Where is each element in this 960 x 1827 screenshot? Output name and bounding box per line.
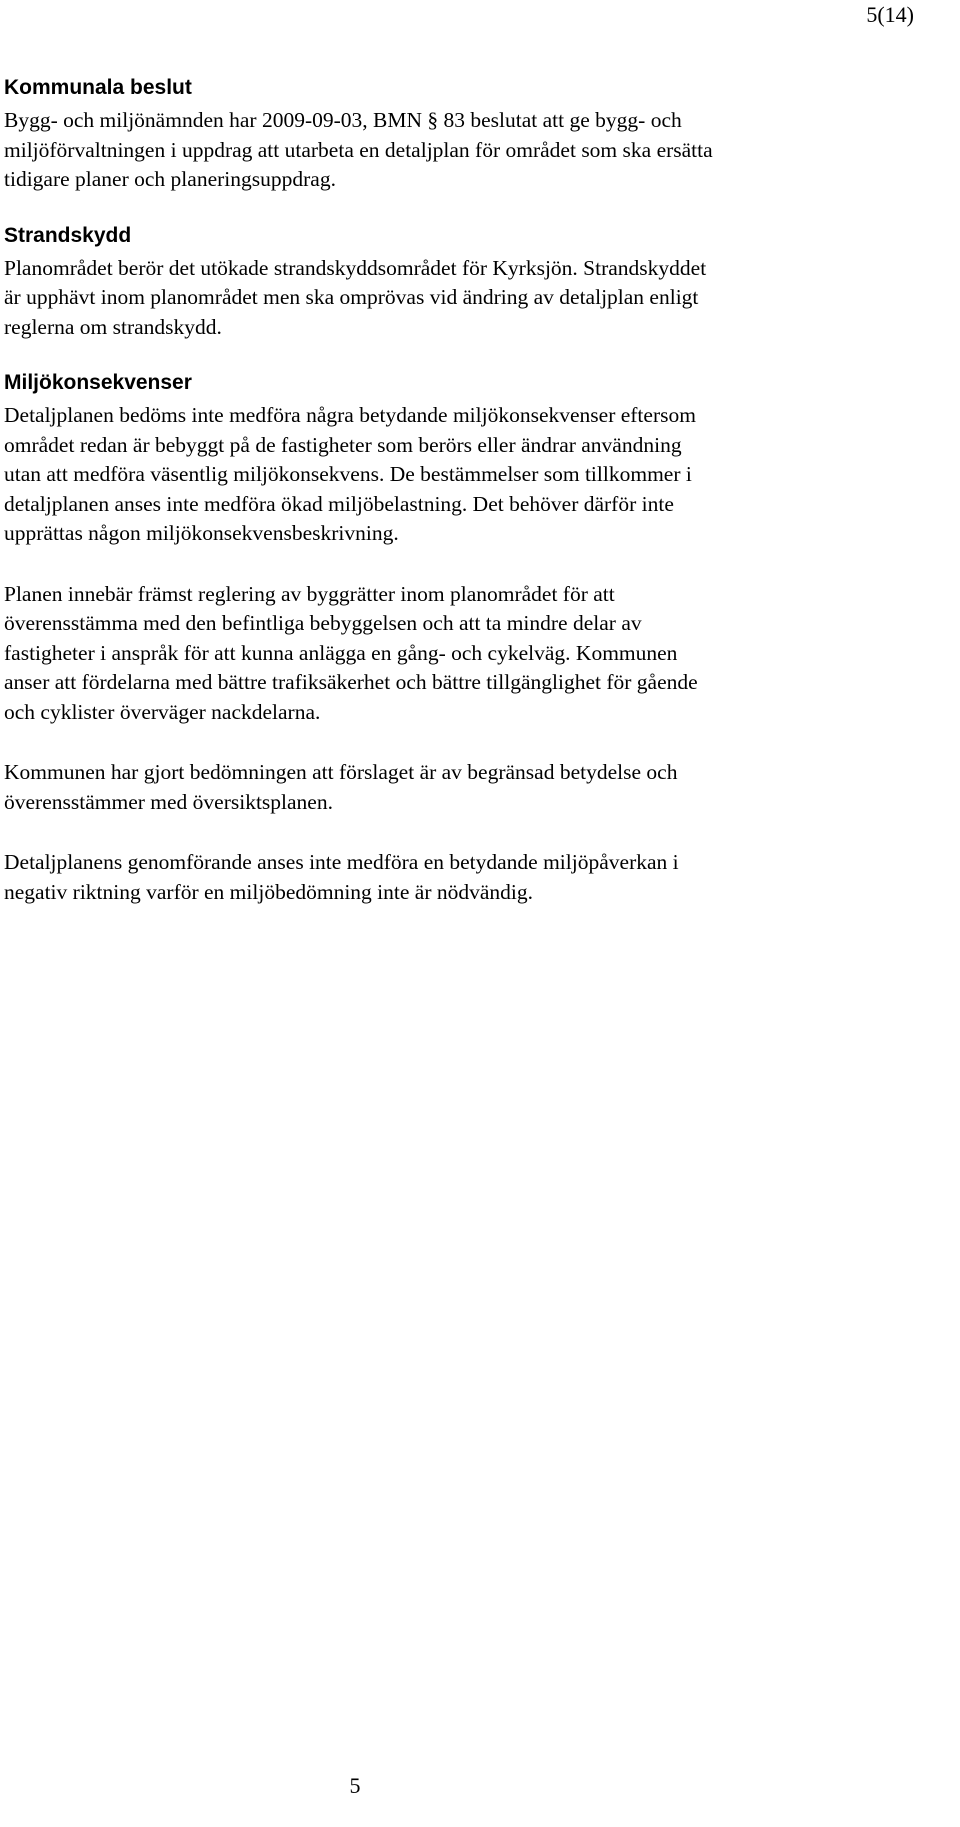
section-heading: Miljökonsekvenser: [4, 371, 192, 394]
text-line: Planområdet berör det utökade strandskyddsområdet för Kyrksjön. Strandskyddet: [4, 255, 707, 280]
section-heading: Strandskydd: [4, 223, 132, 247]
paragraph: [4, 580, 924, 728]
section-miljokonsekvenser: [4, 370, 924, 907]
text-line: Detaljplanen bedöms inte medföra några betydande miljökonsekvenser eftersom: [4, 403, 696, 427]
text-line: Planen innebär främst reglering av byggrätter inom planområdet för att: [4, 581, 615, 606]
paragraph: [4, 848, 924, 907]
section-heading: Kommunala beslut: [4, 76, 192, 99]
text-line: Kommunen har gjort bedömningen att förslaget är av begränsad betydelse och: [4, 760, 678, 784]
text-line: miljöförvaltningen i uppdrag att utarbeta en detaljplan för området som ska ersätta: [4, 137, 713, 162]
document-body: [4, 75, 924, 907]
page-number-header: 5(14): [866, 2, 914, 27]
text-line: reglerna om strandskydd.: [4, 314, 222, 339]
page-number-footer: 5: [349, 1773, 361, 1798]
paragraph: [4, 758, 924, 817]
text-line: överensstämma med den befintliga bebyggelsen och att ta mindre delar av: [4, 611, 642, 635]
text-line: negativ riktning varför en miljöbedömning inte är nödvändig.: [4, 879, 534, 904]
paragraph: [4, 254, 924, 343]
text-line: utan att medföra väsentlig miljökonsekvens. De bestämmelser som tillkommer i: [4, 462, 692, 486]
text-line: Bygg- och miljönämnden har 2009-09-03, BMN § 83 beslutat att ge bygg- och: [4, 108, 682, 132]
text-line: området redan är bebyggt på de fastigheter som berörs eller ändrar användning: [4, 432, 682, 457]
section-strandskydd: [4, 223, 924, 343]
text-line: detaljplanen anses inte medföra ökad miljöbelastning. Det behöver därför inte: [4, 491, 674, 516]
text-line: anser att fördelarna med bättre trafiksäkerhet och bättre tillgänglighet för gående: [4, 670, 698, 694]
paragraph: [4, 401, 924, 549]
text-line: fastigheter i anspråk för att kunna anlägga en gång- och cykelväg. Kommunen: [4, 640, 678, 665]
text-line: är upphävt inom planområdet men ska omprövas vid ändring av detaljplan enligt: [4, 285, 699, 309]
section-kommunala-beslut: [4, 75, 924, 195]
text-line: tidigare planer och planeringsuppdrag.: [4, 167, 336, 191]
text-line: Detaljplanens genomförande anses inte medföra en betydande miljöpåverkan i: [4, 850, 679, 874]
text-line: överensstämmer med översiktsplanen.: [4, 789, 333, 814]
paragraph: [4, 106, 924, 195]
text-line: och cyklister överväger nackdelarna.: [4, 699, 321, 724]
text-line: upprättas någon miljökonsekvensbeskrivning.: [4, 521, 399, 545]
